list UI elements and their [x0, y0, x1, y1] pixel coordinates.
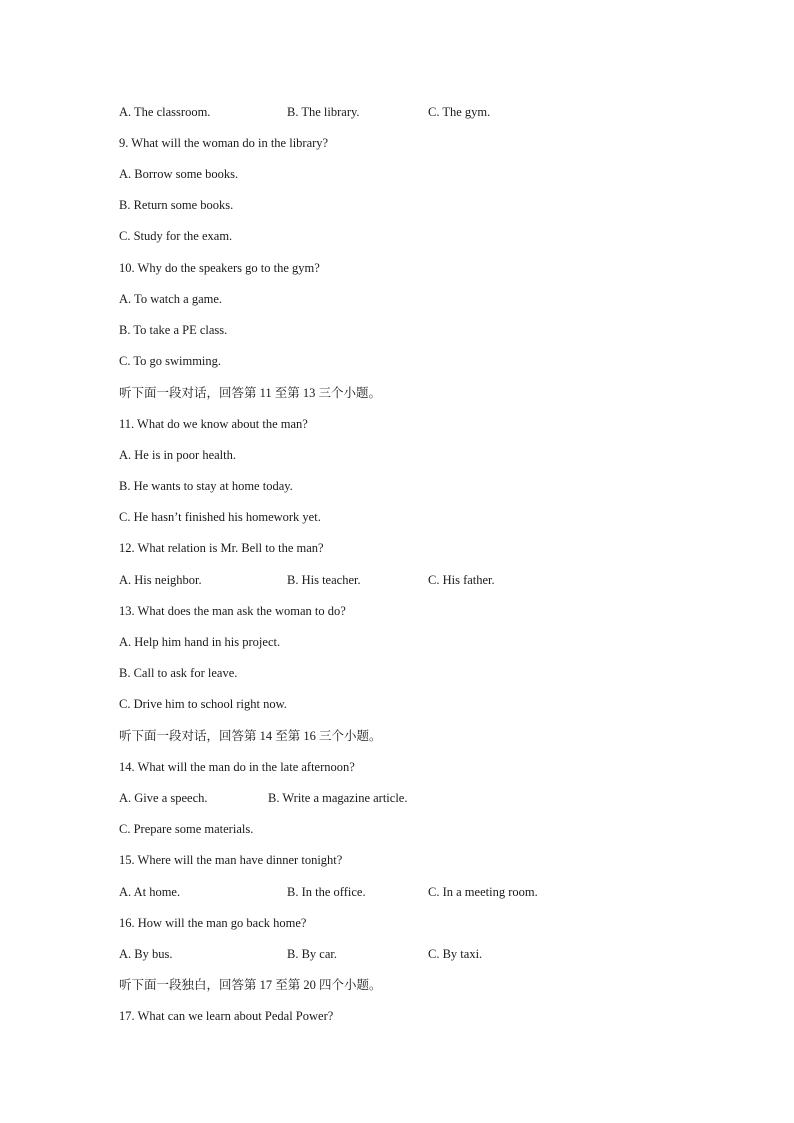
q15-question: 15. Where will the man have dinner tonight? — [119, 853, 343, 867]
q14-option-c: C. Prepare some materials. — [119, 822, 254, 836]
q9-option-b: B. Return some books. — [119, 198, 234, 212]
q16-option-a: A. By bus. — [119, 947, 173, 961]
q17-question: 17. What can we learn about Pedal Power? — [119, 1009, 334, 1023]
q15-option-b: B. In the office. — [287, 885, 366, 899]
q10-question: 10. Why do the speakers go to the gym? — [119, 261, 320, 275]
q8-option-c: C. The gym. — [428, 105, 491, 119]
q13-option-c: C. Drive him to school right now. — [119, 697, 287, 711]
q15-option-a: A. At home. — [119, 885, 181, 899]
section-instruction-14-16: 听下面一段对话，回答第 14 至第 16 三个小题。 — [119, 729, 382, 743]
section-instruction-11-13: 听下面一段对话，回答第 11 至第 13 三个小题。 — [119, 386, 382, 400]
q16-option-b: B. By car. — [287, 947, 337, 961]
q10-option-c: C. To go swimming. — [119, 354, 222, 368]
q9-option-c: C. Study for the exam. — [119, 229, 233, 243]
q13-option-a: A. Help him hand in his project. — [119, 635, 281, 649]
q12-option-a: A. His neighbor. — [119, 573, 202, 587]
q12-option-c: C. His father. — [428, 573, 495, 587]
q8-option-a: A. The classroom. — [119, 105, 211, 119]
q11-option-a: A. He is in poor health. — [119, 448, 236, 462]
q11-option-c: C. He hasn’t finished his homework yet. — [119, 510, 321, 524]
q10-option-b: B. To take a PE class. — [119, 323, 228, 337]
q14-question: 14. What will the man do in the late afternoon? — [119, 760, 355, 774]
q9-question: 9. What will the woman do in the library? — [119, 136, 329, 150]
q11-option-b: B. He wants to stay at home today. — [119, 479, 293, 493]
q14-option-b: B. Write a magazine article. — [268, 791, 408, 805]
q16-option-c: C. By taxi. — [428, 947, 483, 961]
section-instruction-17-20: 听下面一段独白，回答第 17 至第 20 四个小题。 — [119, 978, 382, 992]
q12-option-b: B. His teacher. — [287, 573, 361, 587]
q16-question: 16. How will the man go back home? — [119, 916, 307, 930]
q12-question: 12. What relation is Mr. Bell to the man? — [119, 541, 324, 555]
q8-option-b: B. The library. — [287, 105, 360, 119]
q15-option-c: C. In a meeting room. — [428, 885, 538, 899]
q11-question: 11. What do we know about the man? — [119, 417, 308, 431]
q10-option-a: A. To watch a game. — [119, 292, 223, 306]
q14-option-a: A. Give a speech. — [119, 791, 208, 805]
q9-option-a: A. Borrow some books. — [119, 167, 239, 181]
q13-question: 13. What does the man ask the woman to do? — [119, 604, 346, 618]
q13-option-b: B. Call to ask for leave. — [119, 666, 238, 680]
